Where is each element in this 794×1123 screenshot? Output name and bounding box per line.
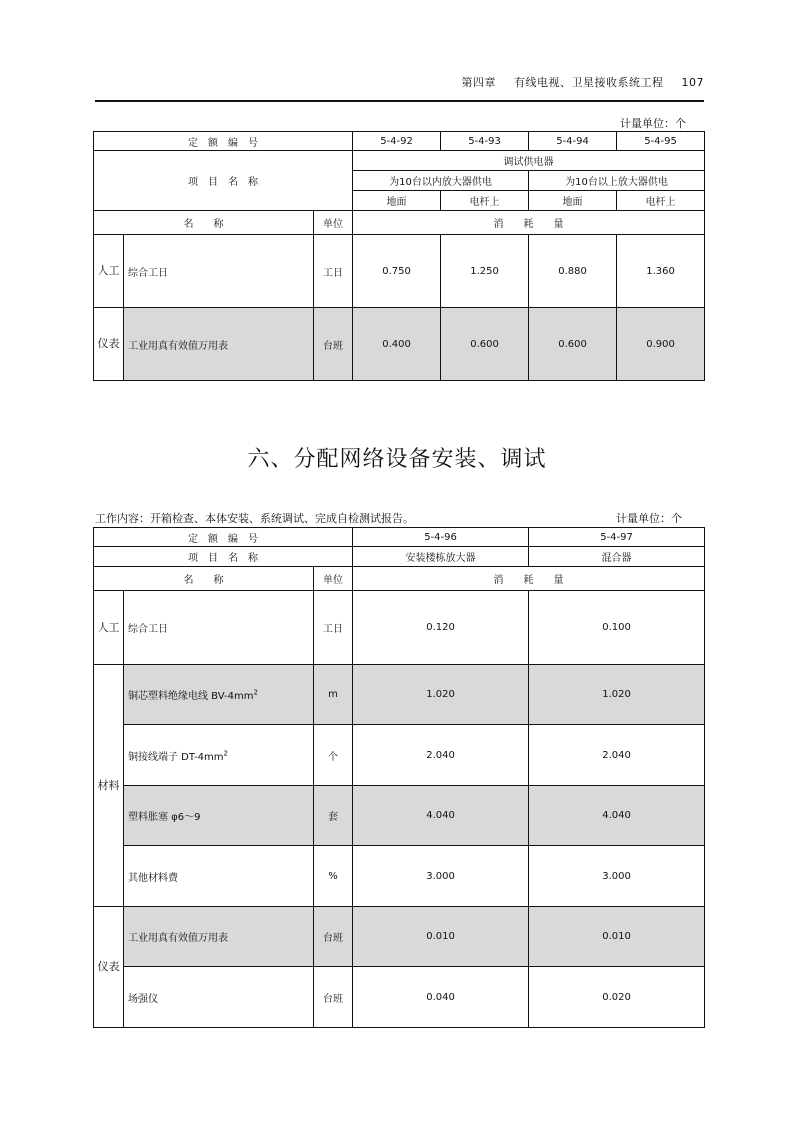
col-name-header: 名 称: [94, 567, 314, 591]
page-header: [95, 74, 704, 96]
item-label: 混合器: [529, 547, 705, 567]
row-name: 工业用真有效值万用表: [124, 907, 314, 967]
row-unit: 台班: [314, 967, 353, 1028]
row-value: 0.100: [529, 591, 705, 665]
quota-code: 5-4-96: [353, 528, 529, 547]
section-label-labor: 人工: [94, 591, 124, 665]
item-label: 安装楼栋放大器: [353, 547, 529, 567]
row-unit: %: [314, 846, 353, 907]
chapter-title: 有线电视、卫星接收系统工程: [514, 76, 664, 89]
row-value: 0.900: [617, 308, 705, 381]
subgroup-label: 为10台以内放大器供电: [353, 171, 529, 191]
position-label: 地面: [353, 191, 441, 211]
row-value: 0.400: [353, 308, 441, 381]
row-value: 0.010: [353, 907, 529, 967]
row-name-text: 铜接线端子 DT-4mm: [128, 751, 224, 763]
row-name: 综合工日: [124, 591, 314, 665]
group-label: 调试供电器: [353, 151, 705, 171]
row-value: 0.040: [353, 967, 529, 1028]
row-value: 0.020: [529, 967, 705, 1028]
quota-table-1: [93, 131, 705, 381]
row-name: 工业用真有效值万用表: [124, 308, 314, 381]
superscript: 2: [253, 688, 258, 697]
quota-code: 5-4-93: [441, 132, 529, 151]
col-consumption-header: 消 耗 量: [353, 211, 705, 235]
row-value: 2.040: [353, 725, 529, 786]
row-unit: m: [314, 665, 353, 725]
quota-label: 定 额 编 号: [94, 132, 353, 151]
quota-label: 定 额 编 号: [94, 528, 353, 547]
position-label: 地面: [529, 191, 617, 211]
item-name-label: 项 目 名 称: [94, 547, 353, 567]
row-value: 1.020: [529, 665, 705, 725]
section-label-labor: 人工: [94, 235, 124, 308]
row-value: 3.000: [353, 846, 529, 907]
table1-unit-label: 计量单位：个: [620, 117, 686, 130]
quota-table-2: [93, 527, 705, 1028]
row-value: 0.750: [353, 235, 441, 308]
row-unit: 套: [314, 786, 353, 846]
row-name: 塑料胀塞 φ6～9: [124, 786, 314, 846]
col-consumption-header: 消 耗 量: [353, 567, 705, 591]
row-value: 2.040: [529, 725, 705, 786]
section-label-materials: 材料: [94, 665, 124, 907]
row-unit: 台班: [314, 308, 353, 381]
row-value: 1.250: [441, 235, 529, 308]
row-unit: 工日: [314, 235, 353, 308]
subgroup-label: 为10台以上放大器供电: [529, 171, 705, 191]
row-value: 0.600: [441, 308, 529, 381]
row-name: 综合工日: [124, 235, 314, 308]
quota-code: 5-4-94: [529, 132, 617, 151]
table2-unit-label: 计量单位：个: [616, 512, 682, 525]
row-name: [124, 725, 314, 786]
col-name-header: 名 称: [94, 211, 314, 235]
col-unit-header: 单位: [314, 567, 353, 591]
row-value: 0.600: [529, 308, 617, 381]
section-label-instruments: 仪表: [94, 907, 124, 1028]
row-value: 0.120: [353, 591, 529, 665]
item-name-label: 项 目 名 称: [94, 151, 353, 211]
row-name: [124, 665, 314, 725]
section-title: 六、分配网络设备安装、调试: [247, 447, 547, 472]
row-name: 场强仪: [124, 967, 314, 1028]
row-unit: 个: [314, 725, 353, 786]
header-rule: [95, 100, 704, 102]
quota-code: 5-4-92: [353, 132, 441, 151]
superscript: 2: [223, 749, 228, 758]
page-number: 107: [681, 76, 704, 89]
col-unit-header: 单位: [314, 211, 353, 235]
row-unit: 台班: [314, 907, 353, 967]
quota-code: 5-4-95: [617, 132, 705, 151]
row-value: 1.360: [617, 235, 705, 308]
row-value: 0.880: [529, 235, 617, 308]
row-value: 4.040: [353, 786, 529, 846]
row-value: 4.040: [529, 786, 705, 846]
work-content: 工作内容：开箱检查、本体安装、系统调试、完成自检测试报告。: [95, 512, 414, 525]
position-label: 电杆上: [617, 191, 705, 211]
row-value: 1.020: [353, 665, 529, 725]
row-value: 3.000: [529, 846, 705, 907]
row-name-text: 铜芯塑料绝缘电线 BV-4mm: [128, 691, 254, 702]
row-value: 0.010: [529, 907, 705, 967]
section-label-instruments: 仪表: [94, 308, 124, 381]
row-name: 其他材料费: [124, 846, 314, 907]
chapter-label: 第四章: [461, 76, 496, 89]
position-label: 电杆上: [441, 191, 529, 211]
row-unit: 工日: [314, 591, 353, 665]
quota-code: 5-4-97: [529, 528, 705, 547]
